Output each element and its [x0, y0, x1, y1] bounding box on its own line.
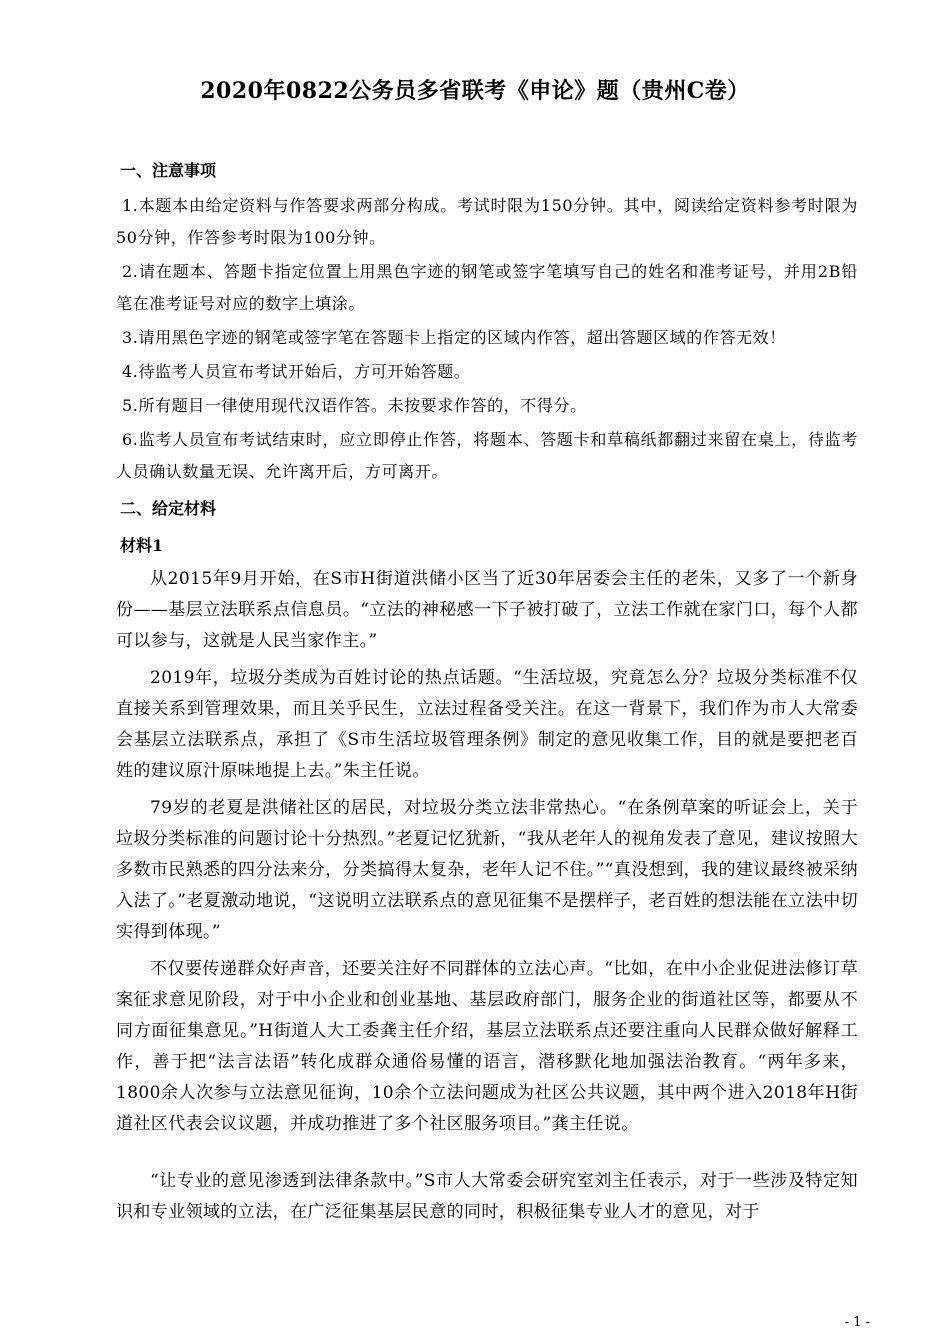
note-item: 4.待监考人员宣布考试开始后，方可开始答题。: [122, 362, 471, 381]
note-item: 2.请在题本、答题卡指定位置上用黑色字迹的钢笔或签字笔填写自己的姓名和准考证号，并用2B铅笔在准考证号对应的数字上填涂。: [116, 262, 858, 313]
material-paragraph: “让专业的意见渗透到法律条款中。”S市人大常委会研究室刘主任表示，对于一些涉及特定知识和专业领域的立法，在广泛征集基层民意的同时，积极征集专业人才的意见，对于: [116, 1171, 858, 1222]
note-item: 6.监考人员宣布考试结束时，应立即停止作答，将题本、答题卡和草稿纸都翻过来留在桌上，待监考人员确认数量无误、允许离开后，方可离开。: [116, 430, 858, 481]
material-text: [116, 564, 858, 1228]
material-paragraph: 不仅要传递群众好声音，还要关注好不同群体的立法心声。“比如，在中小企业促进法修订草案征求意见阶段，对于中小企业和创业基地、基层政府部门，服务企业的街道社区等，都要从不同方面征集意见。”H街道人大工委龚主任介绍，基层立法联系点还要注重向人民群众做好解释工作，善于把“法言法语”转化成群众通俗易懂的语言，潜移默化地加强法治教育。“两年多来，1800余人次参与立法意见征询，10余个立法问题成为社区公共议题，其中两个进入2018年H街道社区代表会议议题，并成功推进了多个社区服务项目。”龚主任说。: [116, 959, 858, 1134]
document-title: 2020年0822公务员多省联考《申论》题（贵州C卷）: [200, 78, 750, 104]
note-item: 3.请用黑色字迹的钢笔或签字笔在答题卡上指定的区域内作答，超出答题区域的作答无效！: [122, 328, 786, 347]
page-number: - 1 -: [844, 1315, 870, 1330]
notes-list: [116, 190, 858, 488]
material-paragraph: 2019年，垃圾分类成为百姓讨论的热点话题。“生活垃圾，究竟怎么分？垃圾分类标准不仅直接关系到管理效果，而且关乎民生，立法过程备受关注。在这一背景下，我们作为市人大常委会基层立法联系点，承担了《S市生活垃圾管理条例》制定的意见收集工作，目的就是要把老百姓的建议原汁原味地提上去。”朱主任说。: [116, 668, 858, 781]
note-item: 1.本题本由给定资料与作答要求两部分构成。考试时限为150分钟。其中，阅读给定资料参考时限为50分钟，作答参考时限为100分钟。: [116, 196, 858, 247]
paragraph-gap: [116, 1146, 858, 1166]
section-heading-materials: 二、给定材料: [120, 499, 217, 518]
material-label: 材料1: [120, 536, 164, 555]
material-paragraph: 从2015年9月开始，在S市H街道洪储小区当了近30年居委会主任的老朱，又多了一个新身份——基层立法联系点信息员。“立法的神秘感一下子被打破了，立法工作就在家门口，每个人都可以参与，这就是人民当家作主。”: [116, 569, 858, 651]
document-body: [116, 152, 858, 1234]
note-item: 5.所有题目一律使用现代汉语作答。未按要求作答的，不得分。: [122, 396, 587, 415]
material-paragraph: 79岁的老夏是洪储社区的居民，对垃圾分类立法非常热心。“在条例草案的听证会上，关于垃圾分类标准的问题讨论十分热烈。”老夏记忆犹新，“我从老年人的视角发表了意见，建议按照大多数市民熟悉的四分法来分，分类搞得太复杂，老年人记不住。”“真没想到，我的建议最终被采纳入法了。”老夏激动地说，“这说明立法联系点的意见征集不是摆样子，老百姓的想法能在立法中切实得到体现。”: [116, 798, 858, 942]
section-heading-notes: 一、注意事项: [120, 161, 217, 180]
